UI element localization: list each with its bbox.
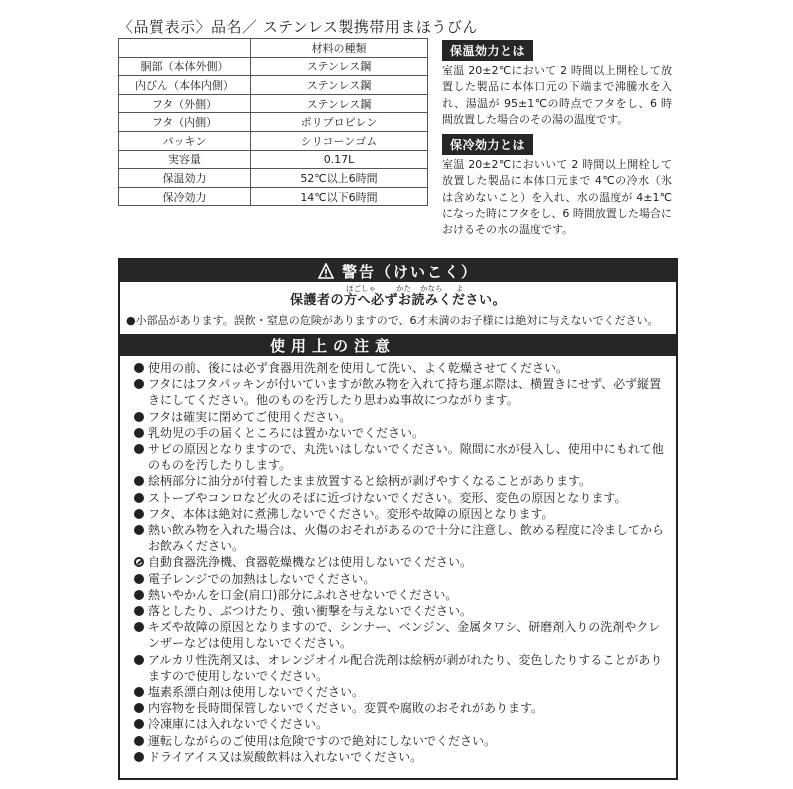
spec-label: 保温効力 xyxy=(119,169,251,188)
usage-note-item xyxy=(134,603,670,619)
cold-info xyxy=(442,134,793,238)
usage-note-text: 絵柄部分に油分が付着したまま放置すると絵柄が剥げやすくなることがあります。 xyxy=(148,474,592,489)
usage-note-text: サビの原因となりますので、丸洗いはしないでください。隙間に水が侵入し、使用中にもれて他のものを汚したりします。 xyxy=(148,442,664,473)
bullet-icon xyxy=(134,509,144,519)
heat-info-text: 室温 20±2℃において 2 時間以上開栓して放置した製品に本体口元の下端まで沸騰水を入れ、湯温が 95±1℃の時点でフタをし、6 時間放置した場合のその湯の温度です。 xyxy=(442,64,672,126)
usage-note-item xyxy=(134,490,670,506)
usage-note-text: キズや故障の原因となりますので、シンナー、ベンジン、金属タワシ、研磨剤入りの洗剤やクレンザーなどは使用しないでください。 xyxy=(148,620,661,651)
bullet-icon xyxy=(134,719,144,729)
spec-table xyxy=(118,38,428,206)
bullet-icon xyxy=(134,622,144,632)
bullet-icon xyxy=(134,476,144,486)
warning-box xyxy=(118,258,678,780)
usage-bar xyxy=(120,334,676,356)
spec-label: 内びん（本体内側） xyxy=(119,76,251,95)
usage-note-item xyxy=(134,652,670,684)
usage-note-item xyxy=(134,376,670,408)
spec-label: パッキン xyxy=(119,131,251,150)
product-title: 〈品質表示〉品名／ ステンレス製携帯用まほうびん xyxy=(118,18,478,36)
spec-row xyxy=(119,57,428,76)
bullet-icon xyxy=(134,590,144,600)
prohibit-icon xyxy=(134,557,144,567)
spec-header-empty xyxy=(119,39,251,58)
bullet-icon xyxy=(134,444,144,454)
parent-notice: 保護者の方へ必ずお読みください。 xyxy=(289,293,506,308)
spec-header-material: 材料の種類 xyxy=(251,39,428,58)
usage-note-text: フタにはフタパッキンが付いていますが飲み物を入れて持ち運ぶ際は、横置きにせず、必ず縦置きにしてください。他のものを汚したり思わぬ事故につながります。 xyxy=(148,377,662,408)
usage-note-item xyxy=(134,749,670,765)
furigana-yo: よ xyxy=(456,284,464,293)
usage-note-text: 落としたり、ぶつけたり、強い衝撃を与えないでください。 xyxy=(148,604,473,619)
usage-note-item xyxy=(134,684,670,700)
furigana-hogosha: ほごしゃ xyxy=(346,284,376,293)
bullet-icon xyxy=(134,379,144,389)
furigana-kata: かた xyxy=(396,284,411,293)
usage-note-text: 熱い飲み物を入れた場合は、火傷のおそれがあるので十分に注意し、飲める程度に冷ましてからお飲みください。 xyxy=(148,523,665,554)
spec-label: フタ（内側） xyxy=(119,113,251,132)
usage-note-text: 冷凍庫には入れないでください。 xyxy=(148,717,329,732)
bullet-icon xyxy=(134,412,144,422)
bullet-icon xyxy=(134,703,144,713)
usage-note-item xyxy=(134,587,670,603)
spec-value: ステンレス鋼 xyxy=(251,76,428,95)
usage-note-text: ストーブやコンロなど火のそばに近づけないでください。変形、変色の原因となります。 xyxy=(148,490,627,505)
usage-note-item xyxy=(134,522,670,554)
usage-note-item xyxy=(134,360,670,376)
spec-label: 実容量 xyxy=(119,150,251,169)
usage-note-text: 自動食器洗浄機、食器乾燥機などは使用しないでください。 xyxy=(148,555,473,570)
usage-note-text: フタ、本体は絶対に煮沸しないでください。変形や故障の原因となります。 xyxy=(148,506,554,521)
usage-note-item xyxy=(134,506,670,522)
spec-value: ステンレス鋼 xyxy=(251,57,428,76)
usage-note-text: 電子レンジでの加熱はしないでください。 xyxy=(148,571,376,586)
bullet-icon xyxy=(134,655,144,665)
usage-note-item xyxy=(134,571,670,587)
bullet-icon xyxy=(134,428,144,438)
furigana-kanara: かなら xyxy=(420,284,443,293)
warning-triangle-icon xyxy=(318,263,334,279)
spec-row xyxy=(119,169,428,188)
spec-value: ポリプロピレン xyxy=(251,113,428,132)
usage-note-item xyxy=(134,733,670,749)
usage-note-item xyxy=(134,700,670,716)
usage-note-text: 塩素系漂白剤は使用しないでください。 xyxy=(148,685,365,700)
heat-info xyxy=(442,40,793,128)
usage-note-item xyxy=(134,554,670,570)
spec-label: フタ（外側） xyxy=(119,94,251,113)
usage-note-item xyxy=(134,441,670,473)
spec-row xyxy=(119,150,428,169)
usage-note-text: 乳幼児の手の届くところには置かないでください。 xyxy=(148,425,425,440)
usage-note-text: アルカリ性洗剤又は、オレンジオイル配合洗剤は絵柄が剥がれたり、変色したりすることがありますので使用しないでください。 xyxy=(148,652,663,683)
usage-note-text: 熱いやかんを口金(肩口)部分にふれさせないでください。 xyxy=(148,587,458,602)
spec-header-row xyxy=(119,39,428,58)
usage-note-item xyxy=(134,473,670,489)
warning-bar xyxy=(120,260,676,282)
usage-note-item xyxy=(134,425,670,441)
bullet-icon xyxy=(134,525,144,535)
spec-row xyxy=(119,113,428,132)
bullet-icon xyxy=(134,493,144,503)
spec-label: 胴部（本体外側） xyxy=(119,57,251,76)
spec-label: 保冷効力 xyxy=(119,187,251,206)
spec-value: ステンレス鋼 xyxy=(251,94,428,113)
bullet-icon xyxy=(134,363,144,373)
usage-note-text: フタは確実に閉めてご使用ください。 xyxy=(148,409,352,424)
spec-value: 14℃以下6時間 xyxy=(251,187,428,206)
spec-value: 0.17L xyxy=(251,150,428,169)
cold-info-text: 室温 20±2℃においいて 2 時間以上開栓して放置した製品に本体口元まで 4℃の冷水（氷は含めないこと）を入れ、水の温度が 4±1℃になった時にフタをし、6 時間放置した場合におけるその水の温度です。 xyxy=(442,158,672,237)
usage-note-text: 使用の前、後には必ず食器用洗剤を使用して洗い、よく乾燥させてください。 xyxy=(148,361,569,375)
usage-title: 使用上の注意 xyxy=(270,336,397,355)
bullet-icon xyxy=(134,736,144,746)
usage-note-item xyxy=(134,619,670,651)
bullet-icon xyxy=(134,574,144,584)
spec-value: 52℃以上6時間 xyxy=(251,169,428,188)
usage-note-text: 内容物を長時間保管しないでください。変質や腐敗のおそれがあります。 xyxy=(148,701,544,716)
warning-title: 警告（けいこく） xyxy=(341,262,478,281)
small-parts-warning: ●小部品があります。誤飲・窒息の危険がありますので、6才未満のお子様には絶対に与えないでください。 xyxy=(120,312,676,330)
spec-value: シリコーンゴム xyxy=(251,131,428,150)
spec-row xyxy=(119,94,428,113)
bullet-icon xyxy=(134,752,144,762)
heat-info-title: 保温効力とは xyxy=(442,40,533,61)
usage-note-text: ドライアイス又は炭酸飲料は入れないでください。 xyxy=(148,749,423,764)
furigana-row xyxy=(120,283,676,292)
cold-info-title: 保冷効力とは xyxy=(442,134,533,155)
spec-row xyxy=(119,187,428,206)
usage-note-text: 運転しながらのご使用は危険ですので絶対にしないでください。 xyxy=(148,733,497,748)
spec-row xyxy=(119,131,428,150)
bullet-icon xyxy=(134,606,144,616)
bullet-icon xyxy=(134,687,144,697)
spec-row xyxy=(119,76,428,95)
usage-note-item xyxy=(134,716,670,732)
usage-note-item xyxy=(134,409,670,425)
usage-notes-list xyxy=(120,356,676,765)
